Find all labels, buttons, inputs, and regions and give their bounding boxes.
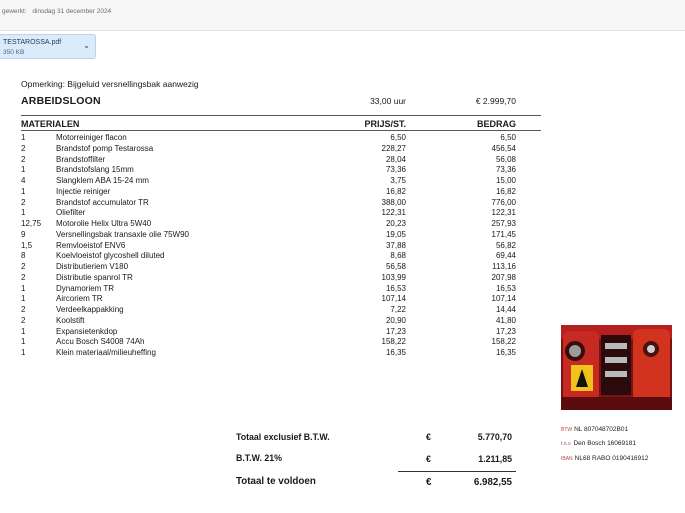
item-unit-price: 16,35 (385, 348, 406, 357)
item-qty: 2 (21, 143, 26, 153)
item-unit-price: 103,99 (381, 272, 406, 282)
item-amount: 15,00 (495, 176, 516, 185)
item-amount: 113,16 (492, 262, 516, 271)
item-qty: 9 (21, 229, 26, 239)
item-unit-price: 19,05 (385, 229, 406, 239)
item-unit-price: 37,88 (385, 240, 406, 250)
item-qty: 1 (21, 326, 26, 336)
item-unit-price: 388,00 (381, 197, 406, 207)
item-qty: 1 (21, 283, 26, 293)
table-row (0, 327, 560, 338)
total-label: Totaal te voldoen (236, 476, 316, 487)
item-description: Distributieriem V180 (56, 262, 129, 271)
item-amount: 16,82 (495, 186, 516, 196)
table-row (0, 294, 560, 305)
labor-hours: 33,00 uur (370, 96, 406, 106)
labor-amount: € 2.999,70 (475, 96, 516, 106)
item-amount: 16,53 (495, 283, 516, 293)
iban-key: IBAN (561, 456, 573, 462)
table-row (0, 187, 560, 198)
item-unit-price: 7,22 (390, 305, 406, 314)
item-description: Koelvloeistof glycoshell diluted (56, 251, 165, 261)
item-unit-price: 228,27 (381, 143, 406, 153)
ferrari-engine-photo (561, 325, 672, 410)
item-unit-price: 56,58 (385, 262, 406, 271)
item-description: Klein materiaal/milieuheffing (56, 348, 156, 357)
tnv-key: t.n.v. (561, 441, 572, 447)
table-row (0, 155, 560, 166)
iban-number (561, 455, 648, 462)
account-holder (561, 440, 636, 447)
header-divider (21, 115, 541, 116)
attachment-name: TESTAROSSA.pdf (3, 39, 62, 46)
item-description: Brandstofslang 15mm (56, 165, 134, 175)
item-unit-price: 16,53 (385, 283, 406, 293)
item-qty: 1 (21, 133, 26, 142)
item-qty: 4 (21, 176, 26, 185)
attachment-chip[interactable] (0, 34, 96, 59)
sent-date: dinsdag 31 december 2024 (32, 8, 112, 15)
item-qty: 2 (21, 305, 26, 314)
item-description: Verdeelkappakking (56, 305, 124, 314)
item-description: Versnellingsbak transaxle olie 75W90 (56, 229, 189, 239)
table-row (0, 176, 560, 187)
tnv-value: Den Bosch 16069181 (573, 440, 636, 447)
item-description: Motorreiniger flacon (56, 133, 127, 142)
total-rule (398, 471, 516, 472)
item-qty: 12,75 (21, 219, 42, 228)
item-amount: 69,44 (495, 251, 516, 261)
vat-value: 1.211,85 (478, 454, 512, 464)
item-description: Remvloeistof ENV6 (56, 240, 126, 250)
item-qty: 2 (21, 262, 26, 271)
item-description: Koolstift (56, 315, 85, 325)
item-amount: 207,98 (491, 272, 516, 282)
item-description: Brandstoffilter (56, 154, 106, 164)
item-amount: 122,31 (491, 208, 516, 218)
item-amount: 456,54 (491, 143, 516, 153)
item-amount: 171,45 (491, 229, 516, 239)
vat-label: B.T.W. 21% (236, 453, 282, 463)
item-unit-price: 158,22 (381, 337, 406, 347)
item-qty: 1 (21, 186, 26, 196)
item-unit-price: 28,04 (385, 154, 406, 164)
item-qty: 2 (21, 197, 26, 207)
item-amount: 16,35 (495, 348, 516, 357)
iban-value: NL68 RABO 0190416912 (574, 455, 649, 462)
item-qty: 2 (21, 154, 26, 164)
invoice-remark: Opmerking: Bijgeluid versnellingsbak aanwezig (21, 79, 199, 89)
sent-info (2, 8, 111, 15)
item-description: Accu Bosch S4008 74Ah (56, 337, 145, 347)
table-row (0, 262, 560, 273)
item-description: Aircoriem TR (56, 294, 103, 304)
item-qty: 1,5 (21, 240, 33, 250)
total-currency: € (426, 477, 432, 488)
item-qty: 8 (21, 251, 26, 261)
item-unit-price: 8,68 (390, 251, 406, 261)
table-row (0, 251, 560, 262)
item-amount: 158,22 (491, 337, 516, 347)
item-amount: 14,44 (495, 305, 516, 314)
chevron-down-icon[interactable]: ⌄ (83, 41, 90, 50)
item-amount: 6,50 (500, 133, 516, 142)
item-amount: 56,82 (495, 240, 516, 250)
item-description: Injectie reiniger (56, 186, 111, 196)
item-qty: 2 (21, 315, 26, 325)
email-header (0, 0, 685, 31)
table-row (0, 208, 560, 219)
item-qty: 1 (21, 294, 26, 304)
subtotal-value: 5.770,70 (477, 432, 512, 442)
item-description: Brandstof pomp Testarossa (56, 143, 154, 153)
vat-currency: € (426, 454, 431, 464)
item-description: Oliefilter (56, 208, 86, 218)
item-description: Expansietenkdop (56, 326, 118, 336)
price-header: PRIJS/ST. (364, 119, 406, 129)
item-description: Motorolie Helix Ultra 5W40 (56, 219, 152, 228)
btw-value: NL 807048702B01 (574, 426, 629, 433)
item-unit-price: 20,90 (385, 315, 406, 325)
item-amount: 41,80 (495, 315, 516, 325)
subtotal-currency: € (426, 432, 431, 442)
item-unit-price: 16,82 (385, 186, 406, 196)
table-row (0, 273, 560, 284)
amount-header: BEDRAG (476, 119, 516, 129)
btw-key: BTW (561, 427, 573, 433)
table-row (0, 133, 560, 144)
table-row (0, 219, 560, 230)
table-row (0, 348, 560, 359)
item-amount: 56,08 (495, 154, 516, 164)
item-qty: 1 (21, 165, 26, 175)
table-header-rule (21, 130, 541, 131)
labor-label: ARBEIDSLOON (21, 95, 101, 107)
btw-number (561, 426, 628, 433)
item-amount: 257,93 (491, 219, 516, 228)
item-qty: 1 (21, 337, 26, 347)
subtotal-label: Totaal exclusief B.T.W. (236, 432, 330, 442)
table-row (0, 316, 560, 327)
item-description: Distributie spanrol TR (56, 272, 133, 282)
table-row (0, 165, 560, 176)
table-row (0, 241, 560, 252)
total-value: 6.982,55 (473, 477, 512, 488)
item-description: Brandstof accumulator TR (56, 197, 149, 207)
item-unit-price: 122,31 (381, 208, 406, 218)
item-amount: 776,00 (491, 197, 516, 207)
item-unit-price: 20,23 (385, 219, 406, 228)
table-row (0, 284, 560, 295)
item-unit-price: 107,14 (381, 294, 406, 304)
table-row (0, 230, 560, 241)
item-amount: 17,23 (495, 326, 516, 336)
item-qty: 2 (21, 272, 26, 282)
attachment-size: 350 KB (3, 49, 25, 56)
sent-label: gewerkt: (2, 8, 27, 15)
table-row (0, 305, 560, 316)
table-row (0, 144, 560, 155)
item-qty: 1 (21, 348, 26, 357)
item-unit-price: 73,36 (385, 165, 406, 175)
item-amount: 73,36 (495, 165, 516, 175)
table-row (0, 337, 560, 348)
item-description: Dynamoriem TR (56, 283, 115, 293)
item-amount: 107,14 (491, 294, 516, 304)
item-qty: 1 (21, 208, 26, 218)
table-row (0, 198, 560, 209)
materials-header: MATERIALEN (21, 119, 80, 129)
item-unit-price: 17,23 (385, 326, 406, 336)
item-description: Slangklem ABA 15-24 mm (56, 176, 149, 185)
materials-table (0, 133, 560, 359)
item-unit-price: 6,50 (390, 133, 406, 142)
item-unit-price: 3,75 (390, 176, 406, 185)
